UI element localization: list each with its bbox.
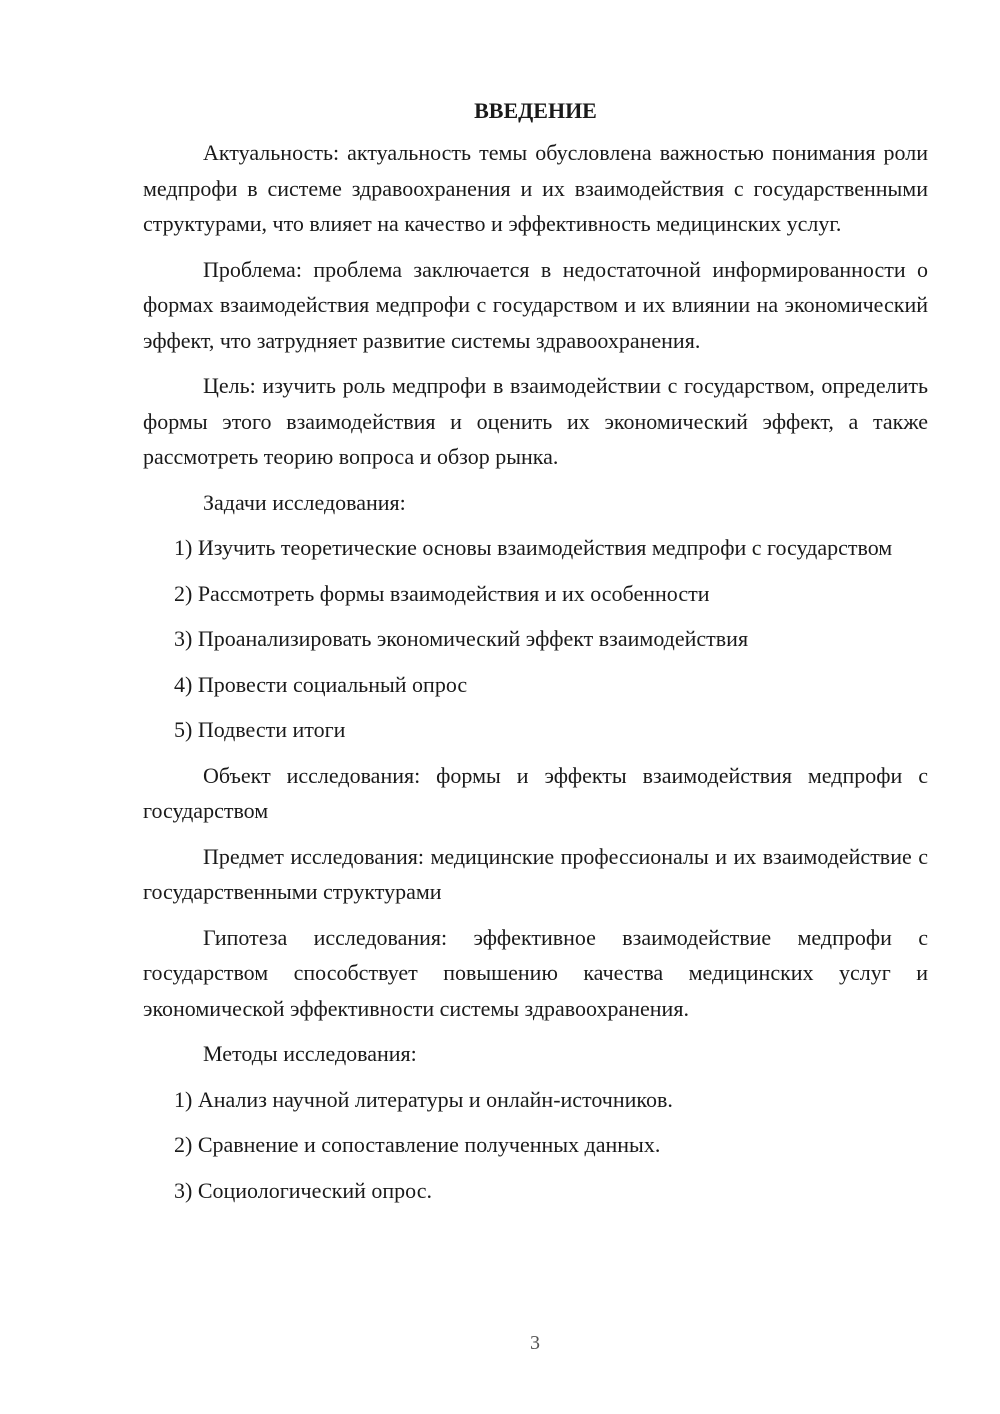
task-item: 3) Проанализировать экономический эффект взаимодействия (174, 626, 749, 651)
relevance-paragraph: Актуальность: актуальность темы обусловлена важностью понимания роли медпрофи в системе здравоохранения и их взаимодействия с государственными структурами, что влияет на качество и эффективность медицинских услуг. (143, 140, 928, 236)
tasks-list (143, 530, 928, 748)
hypothesis-paragraph: Гипотеза исследования: эффективное взаимодействие медпрофи с государством способствует повышению качества медицинских услуг и экономической эффективности системы здравоохранения. (143, 924, 928, 1021)
methods-list (143, 1082, 928, 1209)
document-page (143, 96, 928, 1218)
page-title: ВВЕДЕНИЕ (474, 98, 597, 123)
methods-label: Методы исследования: (203, 1041, 417, 1066)
method-item: 3) Социологический опрос. (174, 1177, 432, 1203)
task-item: 4) Провести социальный опрос (174, 671, 468, 697)
task-item: 1) Изучить теоретические основы взаимодействия медпрофи с государством (174, 535, 893, 560)
object-paragraph: Объект исследования: формы и эффекты взаимодействия медпрофи с государством (143, 762, 928, 823)
subject-paragraph: Предмет исследования: медицинские профессионалы и их взаимодействие с государственными структурами (143, 843, 928, 904)
tasks-label: Задачи исследования: (203, 489, 406, 515)
problem-paragraph: Проблема: проблема заключается в недостаточной информированности о формах взаимодействия медпрофи с государством и их влиянии на экономический эффект, что затрудняет развитие системы здравоохранения. (143, 256, 928, 353)
page-number: 3 (530, 1332, 540, 1354)
method-item: 2) Сравнение и сопоставление полученных данных. (174, 1132, 661, 1157)
method-item: 1) Анализ научной литературы и онлайн-источников. (174, 1086, 673, 1112)
goal-paragraph: Цель: изучить роль медпрофи в взаимодействии с государством, определить формы этого взаимодействия и оценить их экономический эффект, а также рассмотреть теорию вопроса и обзор рынка. (143, 373, 928, 469)
task-item: 5) Подвести итоги (174, 717, 346, 742)
task-item: 2) Рассмотреть формы взаимодействия и их особенности (174, 580, 710, 606)
